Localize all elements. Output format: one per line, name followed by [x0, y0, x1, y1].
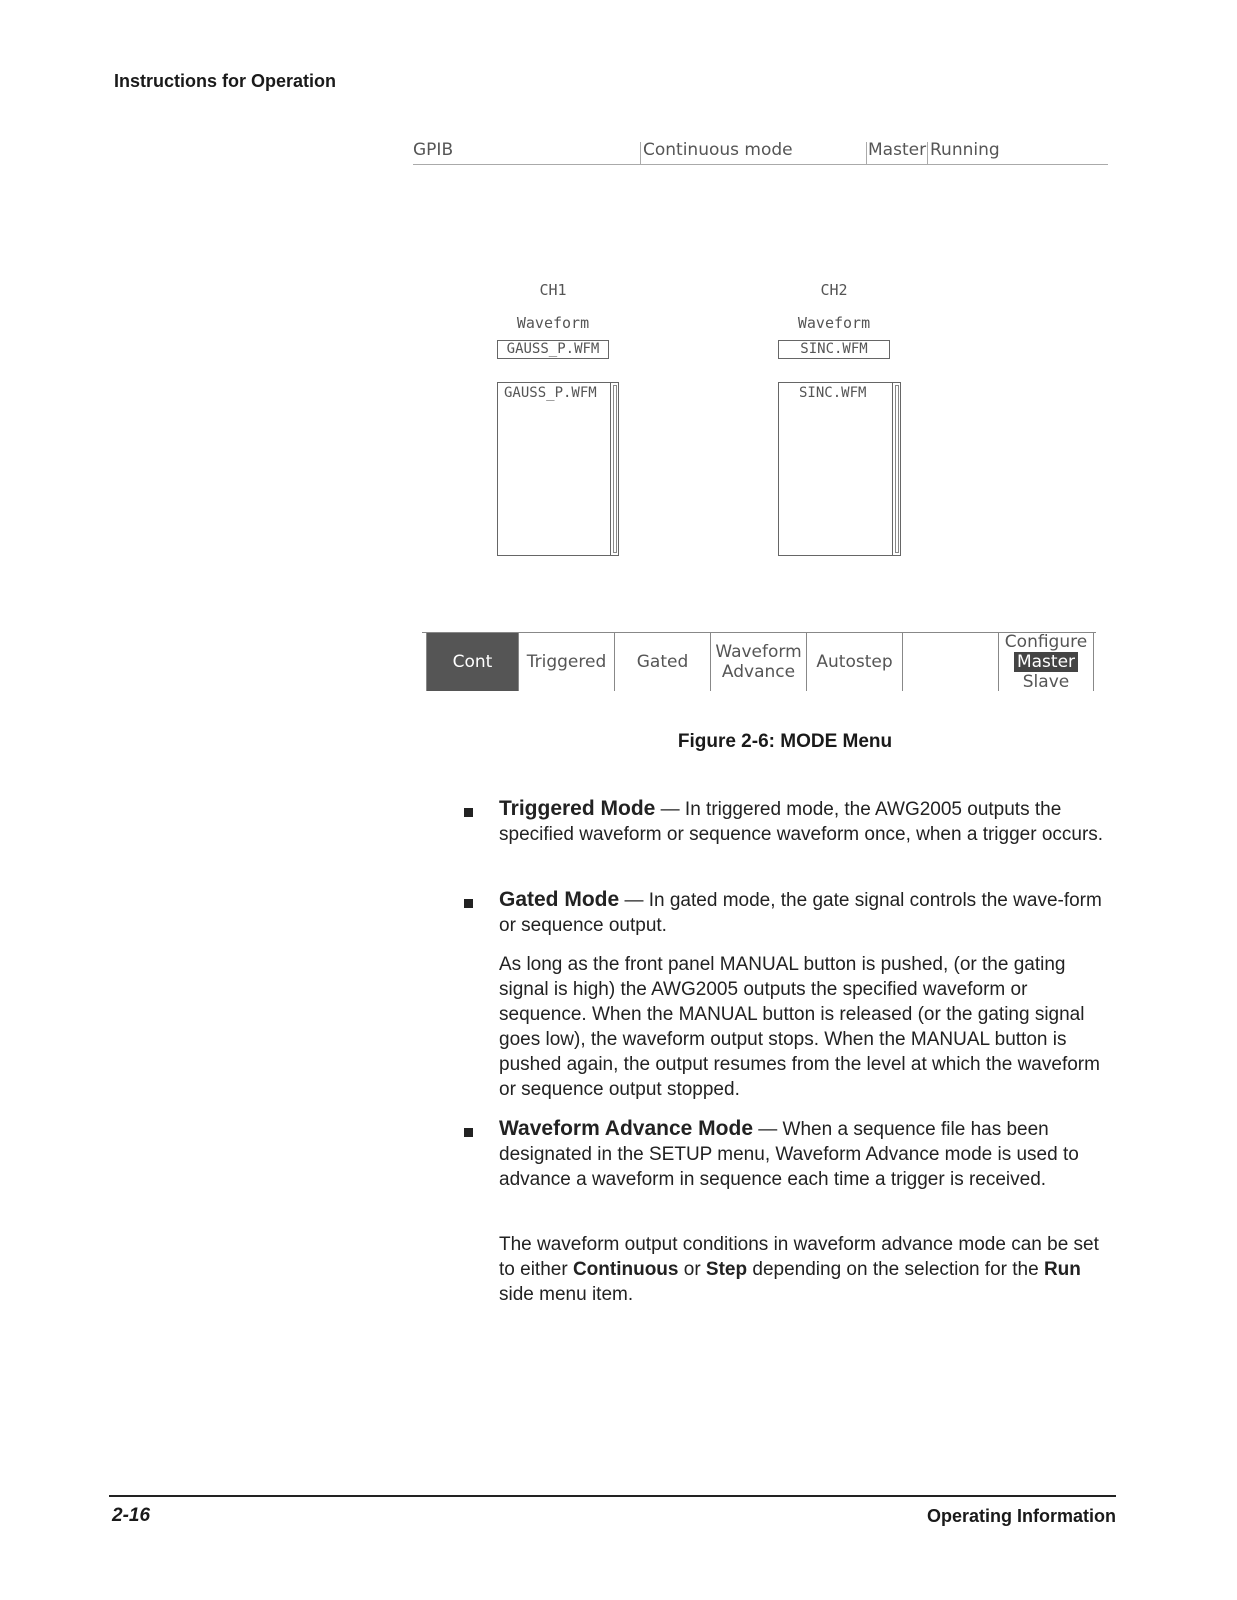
ch2-waveform-list[interactable] — [778, 382, 901, 556]
waveform-advance-title: Waveform Advance Mode — [499, 1117, 753, 1140]
advance-detail-text: or — [678, 1259, 706, 1280]
figure-caption: Figure 2-6: MODE Menu — [677, 731, 893, 752]
bullet-icon — [464, 899, 473, 908]
ch2-scrollbar[interactable] — [892, 383, 900, 555]
menu-empty-slot — [902, 633, 998, 691]
bullet-icon — [464, 808, 473, 817]
menu-triggered-button[interactable] — [518, 633, 614, 691]
ch2-waveform-field[interactable]: SINC.WFM — [778, 340, 890, 359]
footer-rule — [109, 1495, 1116, 1497]
menu-cont-label: Cont — [452, 652, 493, 672]
ch1-list-item[interactable]: GAUSS_P.WFM — [504, 385, 597, 401]
ch1-waveform-field[interactable]: GAUSS_P.WFM — [497, 340, 609, 359]
status-role: Master — [868, 140, 927, 160]
menu-triggered-label: Triggered — [526, 652, 607, 672]
status-mode: Continuous mode — [643, 140, 793, 160]
menu-configure-label: Configure — [1004, 632, 1088, 652]
running-head: Instructions for Operation — [114, 71, 337, 91]
ch2-waveform-label: Waveform — [797, 314, 871, 332]
waveform-advance-detail — [499, 1232, 1111, 1307]
status-divider — [640, 142, 641, 164]
status-divider — [927, 142, 928, 164]
advance-detail-text: side menu item. — [499, 1284, 634, 1305]
mode-bottom-menu — [422, 632, 1096, 691]
menu-waveform-advance-label-1: Waveform — [715, 642, 802, 662]
menu-master-option: Master — [1014, 652, 1078, 672]
menu-slave-option: Slave — [1022, 672, 1070, 692]
menu-configure-button[interactable] — [998, 633, 1094, 691]
ch1-label: CH1 — [539, 281, 567, 299]
page-number: 2-16 — [112, 1505, 151, 1526]
menu-waveform-advance-button[interactable] — [710, 633, 806, 691]
gated-mode-text: — In gated mode, the gate signal controls the wave-form or sequence output. — [499, 890, 1102, 936]
menu-autostep-button[interactable] — [806, 633, 902, 691]
triggered-mode-title: Triggered Mode — [499, 797, 656, 820]
menu-waveform-advance-label-2: Advance — [721, 662, 796, 682]
gated-mode-item — [499, 887, 1111, 938]
advance-detail-text: depending on the selection for the — [747, 1259, 1044, 1280]
menu-gated-button[interactable] — [614, 633, 710, 691]
status-interface: GPIB — [413, 140, 454, 160]
section-name: Operating Information — [927, 1506, 1116, 1526]
gated-mode-title: Gated Mode — [499, 888, 620, 911]
triggered-mode-text: — In triggered mode, the AWG2005 outputs the specified waveform or sequence waveform once, when a trigger occurs. — [499, 799, 1104, 845]
bullet-icon — [464, 1128, 473, 1137]
triggered-mode-item — [499, 796, 1111, 847]
ch1-waveform-label: Waveform — [516, 314, 590, 332]
run-term: Run — [1043, 1259, 1081, 1280]
gated-mode-detail: As long as the front panel MANUAL button is pushed, (or the gating signal is high) the AWG2005 outputs the specified waveform or sequence. When the MANUAL button is released (or the gating signal goes low), the waveform output stops. When the MANUAL button is pushed again, the output resumes from the level at which the waveform or sequence output stopped. — [499, 954, 1100, 1100]
status-line — [413, 164, 1108, 165]
advance-detail-text: The waveform output conditions in waveform advance mode can be set to either — [499, 1234, 1099, 1280]
waveform-advance-item — [499, 1116, 1111, 1192]
menu-gated-label: Gated — [636, 652, 689, 672]
ch1-waveform-list[interactable] — [497, 382, 619, 556]
ch2-list-item[interactable]: SINC.WFM — [799, 385, 867, 401]
continuous-term: Continuous — [572, 1259, 679, 1280]
ch1-scrollbar[interactable] — [610, 383, 618, 555]
waveform-advance-text: — When a sequence file has been designated in the SETUP menu, Waveform Advance mode is used to advance a waveform in sequence each time a trigger is received. — [499, 1119, 1079, 1190]
step-term: Step — [705, 1259, 748, 1280]
ch2-label: CH2 — [820, 281, 848, 299]
menu-autostep-label: Autostep — [816, 652, 893, 672]
status-divider — [866, 142, 867, 164]
menu-cont-button[interactable] — [426, 633, 518, 691]
status-state: Running — [930, 140, 1000, 160]
